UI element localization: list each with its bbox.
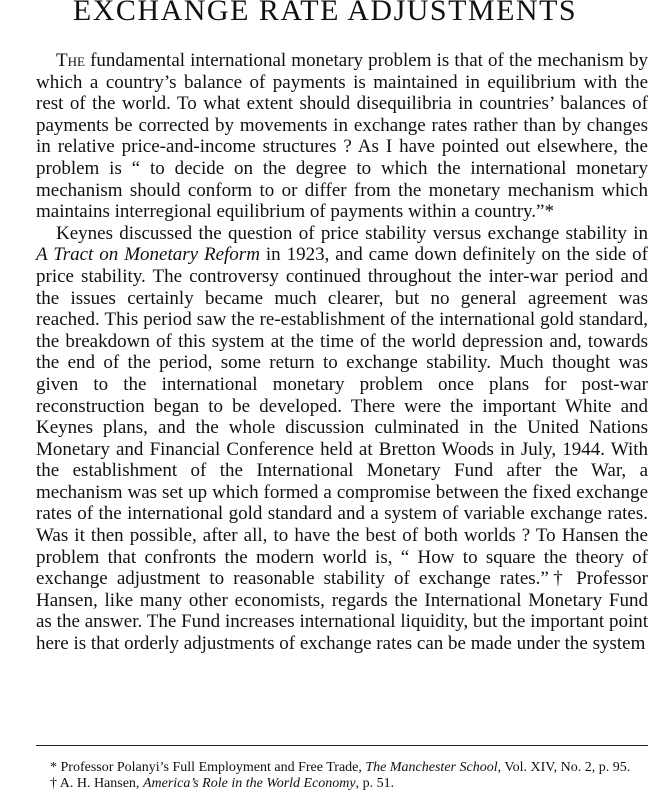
- footnote-1: [36, 760, 648, 776]
- paragraph-1-text: fundamental international monetary problem is that of the mechanism by which a country’s balance of payments is maintained in equilibrium with the rest of the world. To what extent should disequilibria in countries’ balances of payments be corrected by movements in exchange rates rather than by changes in relative price-and-income structures ? As I have pointed out elsewhere, the problem is “ to decide on the degree to which the international monetary mechanism should conform to or differ from the monetary mechanism which maintains interregional equilibrium of payments within a country.”*: [36, 50, 648, 223]
- body-text: [36, 50, 648, 655]
- footnote-2-text: † A. H. Hansen,: [50, 776, 143, 791]
- footnote-2: [36, 776, 648, 792]
- footnote-1-rest: , Vol. XIV, No. 2, p. 95.: [497, 760, 631, 775]
- paragraph-2-text-b: in 1923, and came down definitely on the side of price stability. The controversy continued throughout the inter-war period and the issues certainly became much clearer, but no general agreement was reached. This period saw the re-establishment of the international gold standard, the breakdown of this system at the time of the world depression and, towards the end of the period, some return to exchange stability. Much thought was given to the international monetary problem once plans for post-war reconstruction began to be developed. There were the important White and Keynes plans, and the whole discussion culminated in the United Nations Monetary and Financial Conference held at Bretton Woods in July, 1944. With the establishment of the International Monetary Fund after the War, a mechanism was set up which formed a compromise between the fixed exchange rates of the international gold standard and a system of variable exchange rates. Was it then possible, after all, to have the best of both worlds ? To Hansen the problem that confronts the modern world is, “ How to square the theory of exchange adjustment to reasonable stability of exchange rates.”† Professor Hansen, like many other economists, regards the International Monetary Fund as the answer. The Fund increases international liquidity, but the important point here is that orderly adjustments of exchange rates can be made under the system: [36, 244, 649, 655]
- footnote-1-journal: The Manchester School: [365, 760, 498, 775]
- paragraph-lead-word: The: [56, 50, 85, 71]
- footnote-2-rest: , p. 51.: [355, 776, 395, 791]
- page-title: EXCHANGE RATE ADJUSTMENTS: [72, 0, 578, 27]
- footnote-divider: [36, 745, 648, 746]
- paragraph-2-text-a: Keynes discussed the question of price stability versus exchange stability in: [56, 222, 648, 244]
- paragraph-2: [36, 223, 648, 655]
- footnote-2-book: America’s Role in the World Economy: [142, 776, 356, 791]
- footnotes: [36, 760, 648, 792]
- footnote-1-text: * Professor Polanyi’s Full Employment and Free Trade,: [50, 760, 366, 775]
- paragraph-1: [36, 50, 648, 223]
- book-title: A Tract on Monetary Reform: [36, 244, 260, 266]
